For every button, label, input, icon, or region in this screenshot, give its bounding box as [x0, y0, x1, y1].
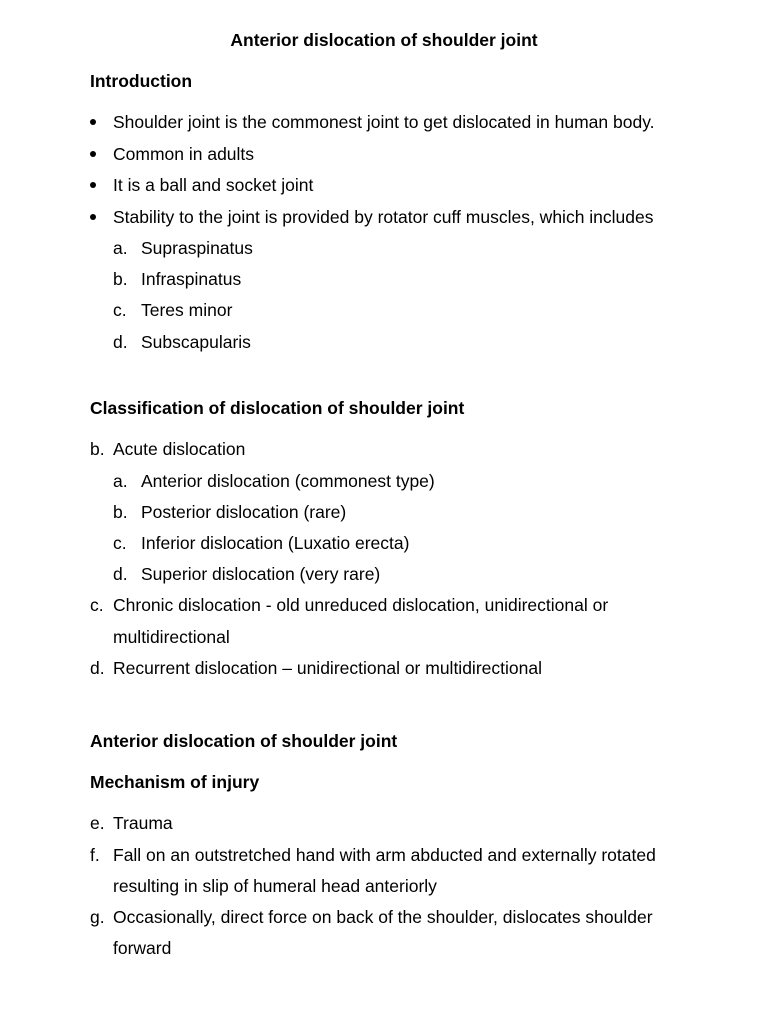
- list-marker: b.: [90, 439, 105, 459]
- acute-type-item: Inferior dislocation (Luxatio erecta): [141, 533, 410, 553]
- classification-heading: Classification of dislocation of shoulder joint: [90, 398, 465, 418]
- mechanism-item-continuation: forward: [113, 938, 172, 958]
- intro-bullet: Stability to the joint is provided by rotator cuff muscles, which includes: [113, 207, 654, 227]
- classification-item-continuation: multidirectional: [113, 627, 230, 647]
- list-marker: c.: [90, 595, 104, 615]
- muscle-item: Supraspinatus: [141, 238, 253, 258]
- mechanism-item: Occasionally, direct force on back of the shoulder, dislocates shoulder: [113, 907, 653, 927]
- list-marker: g.: [90, 907, 105, 927]
- classification-item: Chronic dislocation - old unreduced dislocation, unidirectional or: [113, 595, 609, 615]
- bullet-dot-icon: [90, 119, 96, 125]
- list-marker: d.: [113, 332, 128, 352]
- acute-type-item: Superior dislocation (very rare): [141, 564, 381, 584]
- intro-bullet: Common in adults: [113, 144, 255, 164]
- introduction-heading: Introduction: [90, 71, 193, 91]
- mechanism-item-continuation: resulting in slip of humeral head anteriorly: [113, 876, 437, 896]
- list-marker: a.: [113, 471, 128, 491]
- mechanism-item: Trauma: [113, 813, 173, 833]
- mechanism-heading: Mechanism of injury: [90, 772, 260, 792]
- list-marker: c.: [113, 533, 127, 553]
- list-marker: c.: [113, 300, 127, 320]
- bullet-dot-icon: [90, 182, 96, 188]
- bullet-dot-icon: [90, 151, 96, 157]
- intro-bullet: It is a ball and socket joint: [113, 175, 314, 195]
- list-marker: b.: [113, 269, 128, 289]
- acute-type-item: Posterior dislocation (rare): [141, 502, 347, 522]
- anterior-heading: Anterior dislocation of shoulder joint: [90, 731, 398, 751]
- list-marker: f.: [90, 845, 100, 865]
- list-marker: a.: [113, 238, 128, 258]
- mechanism-item: Fall on an outstretched hand with arm abducted and externally rotated: [113, 845, 656, 865]
- intro-bullet: Shoulder joint is the commonest joint to get dislocated in human body.: [113, 112, 655, 132]
- classification-item: Acute dislocation: [113, 439, 246, 459]
- muscle-item: Teres minor: [141, 300, 233, 320]
- acute-type-item: Anterior dislocation (commonest type): [141, 471, 435, 491]
- classification-item: Recurrent dislocation – unidirectional or multidirectional: [113, 658, 542, 678]
- list-marker: b.: [113, 502, 128, 522]
- muscle-item: Infraspinatus: [141, 269, 242, 289]
- bullet-dot-icon: [90, 214, 96, 220]
- list-marker: d.: [113, 564, 128, 584]
- document-title: Anterior dislocation of shoulder joint: [230, 30, 538, 50]
- list-marker: d.: [90, 658, 105, 678]
- list-marker: e.: [90, 813, 105, 833]
- muscle-item: Subscapularis: [141, 332, 251, 352]
